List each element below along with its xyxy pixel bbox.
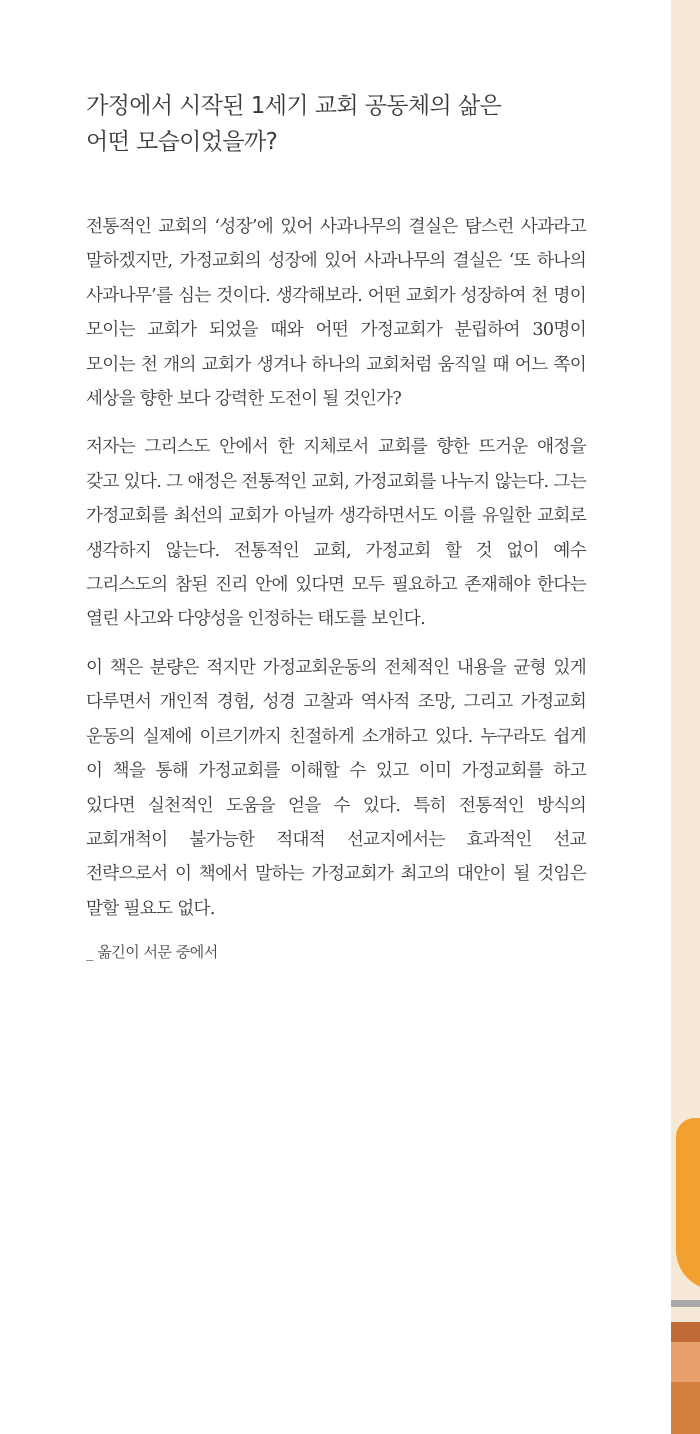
heading-line-1: 가정에서 시작된 1세기 교회 공동체의 삶은 <box>86 93 502 119</box>
paragraph-2: 저자는 그리스도 안에서 한 지체로서 교회를 향한 뜨거운 애정을 갖고 있다. 그 애정은 전통적인 교회, 가정교회를 나누지 않는다. 그는 가정교회를 최선의 교회가 아닐까 생각하면서도 이를 유일한 교회로 생각하지 않는다. 전통적인 교회, 가정교회 할 것 없이 예수 그리스도의 참된 진리 안에 있다면 모두 필요하고 존재해야 한다는 열린 사고와 다양성을 인정하는 태도를 보인다. <box>86 437 586 630</box>
excerpt-heading <box>86 88 586 160</box>
source-attribution: _ 옮긴이 서문 중에서 <box>86 943 218 962</box>
heading-line-2: 어떤 모습이었을까? <box>86 129 278 155</box>
paragraph-3: 이 책은 분량은 적지만 가정교회운동의 전체적인 내용을 균형 있게 다루면서 개인적 경험, 성경 고찰과 역사적 조망, 그리고 가정교회 운동의 실제에 이르기까지 친절하게 소개하고 있다. 누구라도 쉽게 이 책을 통해 가정교회를 이해할 수 있고 이미 가정교회를 하고 있다면 실천적인 도움을 얻을 수 있다. 특히 전통적인 방식의 교회개척이 불가능한 적대적 선교지에서는 효과적인 선교 전략으로서 이 책에서 말하는 가정교회가 최고의 대안이 될 것임은 말할 필요도 없다. <box>86 657 586 919</box>
side-decoration-brown-block <box>671 1322 700 1434</box>
book-excerpt <box>86 88 586 964</box>
paragraph-1: 전통적인 교회의 ‘성장’에 있어 사과나무의 결실은 탐스런 사과라고 말하겠지만, 가정교회의 성장에 있어 사과나무의 결실은 ‘또 하나의 사과나무’를 심는 것이다. 생각해보라. 어떤 교회가 성장하여 천 명이 모이는 교회가 되었을 때와 어떤 가정교회가 분립하여 30명이 모이는 천 개의 교회가 생겨나 하나의 교회처럼 움직일 때 어느 쪽이 세상을 향한 보다 강력한 도전이 될 것인가? <box>86 217 586 410</box>
side-decoration-gray-line <box>671 1300 700 1307</box>
side-decoration-orange-shape <box>676 1118 700 1290</box>
